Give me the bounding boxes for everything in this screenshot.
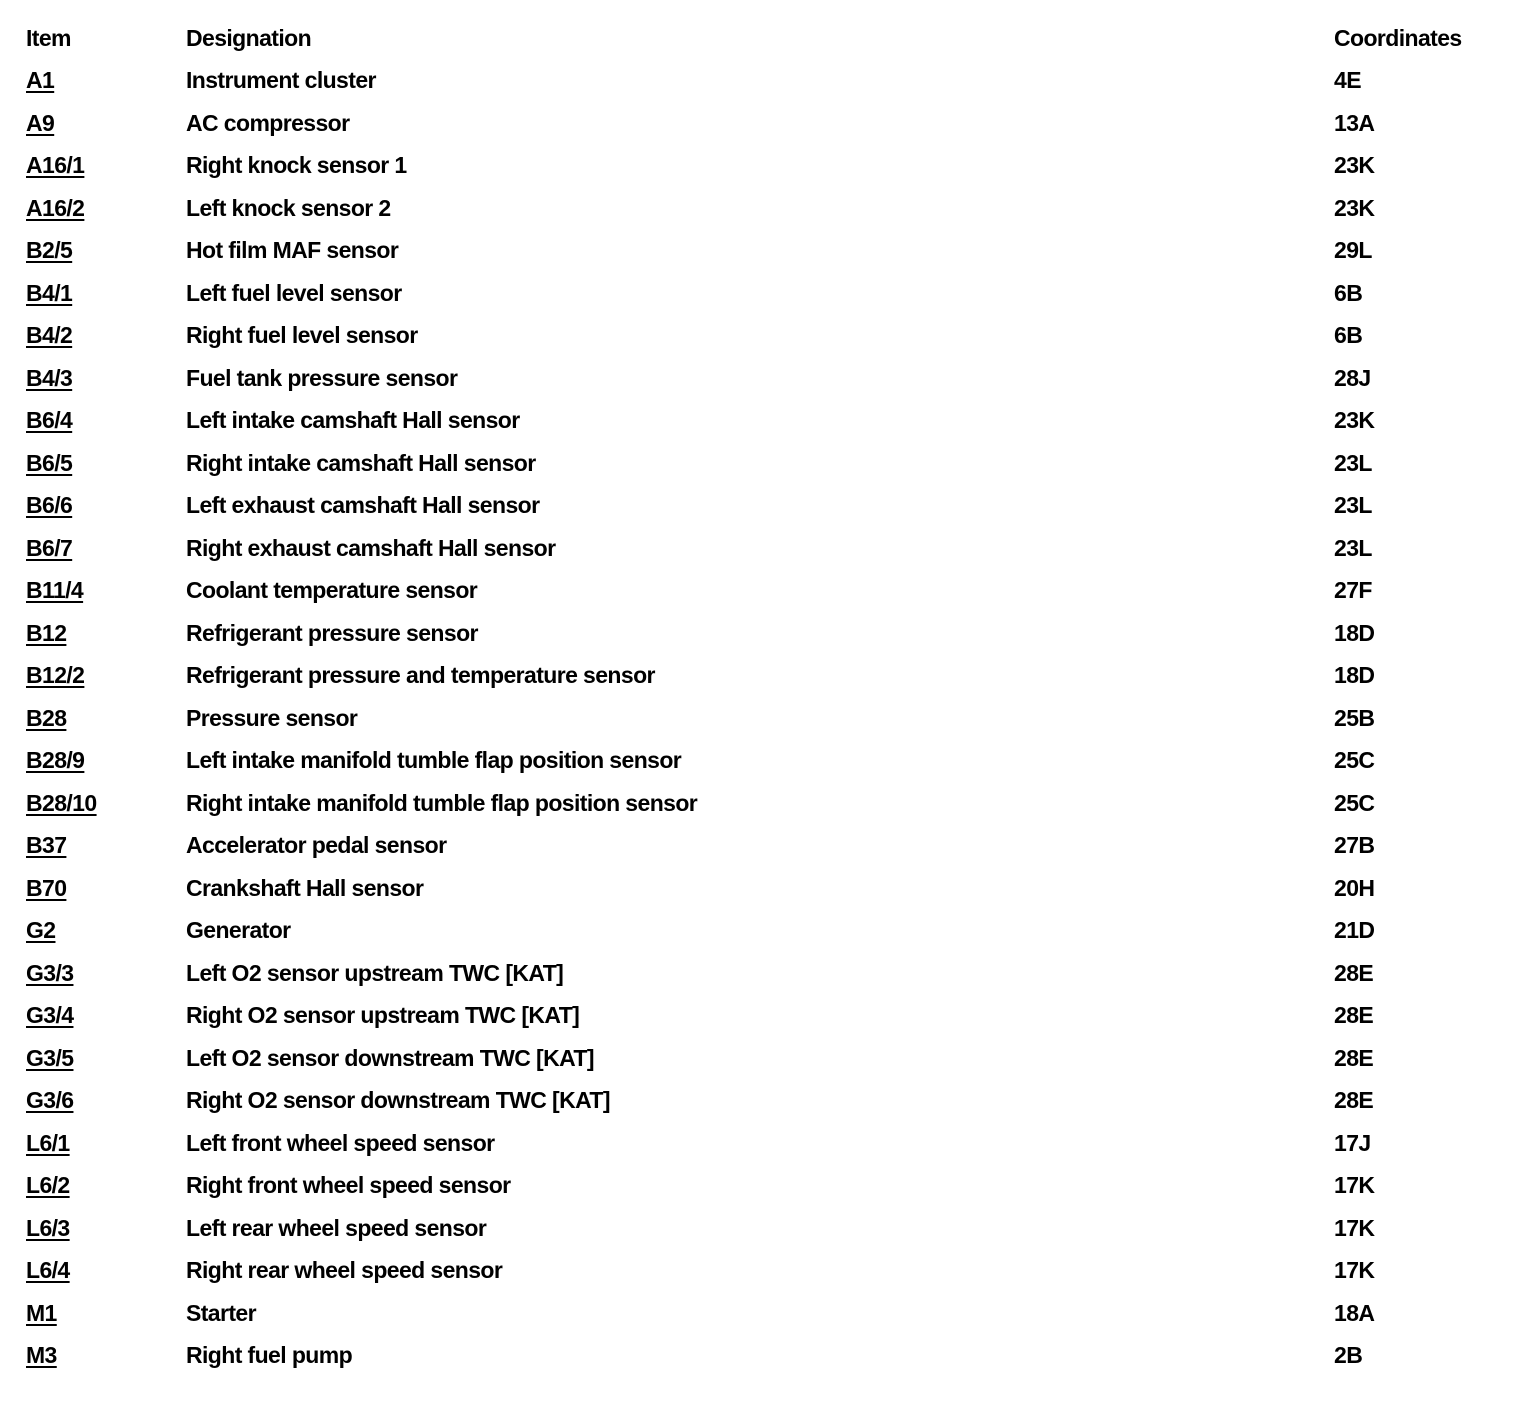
designation-cell: Crankshaft Hall sensor [186,874,424,901]
coordinates-cell: 18D [1334,619,1375,646]
item-link[interactable]: A1 [26,67,55,94]
item-link[interactable]: G2 [26,917,56,944]
table-row [26,1037,1506,1080]
item-link[interactable]: B11/4 [26,577,84,604]
item-link[interactable]: L6/3 [26,1214,70,1241]
item-cell [26,1165,186,1208]
table-row [26,1165,1506,1208]
item-cell [26,612,186,655]
item-link[interactable]: B12 [26,619,67,646]
header-row [26,17,1506,60]
table-row [26,400,1506,443]
coordinates-cell: 17K [1334,1214,1375,1241]
designation-cell: Accelerator pedal sensor [186,832,447,859]
legend-body [26,60,1506,1378]
item-link[interactable]: G3/3 [26,959,74,986]
designation-cell: Generator [186,917,291,944]
designation-cell: Left rear wheel speed sensor [186,1214,487,1241]
table-row [26,570,1506,613]
table-row [26,655,1506,698]
coordinates-cell: 28J [1334,364,1371,391]
item-cell [26,1122,186,1165]
item-link[interactable]: G3/6 [26,1087,74,1114]
item-cell [26,1292,186,1335]
item-link[interactable]: B6/7 [26,534,73,561]
designation-cell: Instrument cluster [186,67,376,94]
coordinates-cell: 29L [1334,237,1372,264]
item-cell [26,867,186,910]
item-cell [26,1250,186,1293]
designation-cell: Refrigerant pressure sensor [186,619,478,646]
item-cell [26,145,186,188]
table-row [26,1207,1506,1250]
item-cell [26,910,186,953]
coordinates-cell: 25C [1334,789,1375,816]
header-coordinates: Coordinates [1334,24,1462,51]
item-link[interactable]: B4/2 [26,322,73,349]
coordinates-cell: 17J [1334,1129,1371,1156]
coordinates-cell: 4E [1334,67,1361,94]
table-row [26,1292,1506,1335]
table-row [26,187,1506,230]
item-link[interactable]: B6/5 [26,449,73,476]
coordinates-cell: 28E [1334,959,1374,986]
item-link[interactable]: B4/1 [26,279,73,306]
coordinates-cell: 23L [1334,492,1372,519]
table-row [26,952,1506,995]
item-link[interactable]: G3/4 [26,1002,74,1029]
designation-cell: Right fuel level sensor [186,322,418,349]
table-row [26,315,1506,358]
designation-cell: Refrigerant pressure and temperature sensor [186,662,655,689]
coordinates-cell: 23L [1334,534,1372,561]
table-row [26,442,1506,485]
coordinates-cell: 25B [1334,704,1375,731]
designation-cell: Coolant temperature sensor [186,577,478,604]
coordinates-cell: 2B [1334,1342,1363,1369]
header-designation: Designation [186,24,312,51]
item-link[interactable]: L6/2 [26,1172,70,1199]
item-cell [26,952,186,995]
coordinates-cell: 27B [1334,832,1375,859]
item-cell [26,1037,186,1080]
table-row [26,1122,1506,1165]
designation-cell: Left exhaust camshaft Hall sensor [186,492,540,519]
item-cell [26,102,186,145]
table-row [26,1335,1506,1378]
coordinates-cell: 23K [1334,152,1375,179]
table-row [26,485,1506,528]
item-link[interactable]: B28/9 [26,747,85,774]
item-cell [26,697,186,740]
item-cell [26,740,186,783]
designation-cell: Left O2 sensor upstream TWC [KAT] [186,959,564,986]
table-row [26,612,1506,655]
item-cell [26,782,186,825]
item-cell [26,527,186,570]
item-link[interactable]: B12/2 [26,662,85,689]
designation-cell: Left fuel level sensor [186,279,402,306]
table-row [26,1250,1506,1293]
table-row [26,1080,1506,1123]
item-link[interactable]: A16/1 [26,152,85,179]
designation-cell: Right intake camshaft Hall sensor [186,449,536,476]
coordinates-cell: 13A [1334,109,1375,136]
designation-cell: Left knock sensor 2 [186,194,391,221]
table-row [26,102,1506,145]
designation-cell: Right front wheel speed sensor [186,1172,511,1199]
coordinates-cell: 21D [1334,917,1375,944]
designation-cell: Fuel tank pressure sensor [186,364,458,391]
designation-cell: Right rear wheel speed sensor [186,1257,503,1284]
designation-cell: AC compressor [186,109,350,136]
item-cell [26,442,186,485]
item-link[interactable]: M1 [26,1299,57,1326]
item-cell [26,187,186,230]
item-cell [26,1080,186,1123]
coordinates-cell: 28E [1334,1002,1374,1029]
item-cell [26,272,186,315]
designation-cell: Right O2 sensor upstream TWC [KAT] [186,1002,580,1029]
designation-cell: Right knock sensor 1 [186,152,407,179]
table-row [26,867,1506,910]
table-row [26,272,1506,315]
table-row [26,145,1506,188]
item-link[interactable]: B2/5 [26,237,73,264]
item-cell [26,825,186,868]
coordinates-cell: 28E [1334,1087,1374,1114]
coordinates-cell: 6B [1334,279,1363,306]
item-cell [26,1207,186,1250]
table-row [26,697,1506,740]
component-legend-table [26,17,1506,1377]
item-link[interactable]: B28 [26,704,67,731]
designation-cell: Pressure sensor [186,704,358,731]
item-link[interactable]: A16/2 [26,194,85,221]
designation-cell: Right intake manifold tumble flap position sensor [186,789,698,816]
table-row [26,60,1506,103]
item-link[interactable]: B37 [26,832,67,859]
table-row [26,740,1506,783]
coordinates-cell: 23K [1334,407,1375,434]
item-cell [26,995,186,1038]
item-link[interactable]: B6/4 [26,407,73,434]
coordinates-cell: 18A [1334,1299,1375,1326]
designation-cell: Left O2 sensor downstream TWC [KAT] [186,1044,594,1071]
item-cell [26,357,186,400]
item-link[interactable]: B70 [26,874,67,901]
designation-cell: Left front wheel speed sensor [186,1129,495,1156]
table-row [26,782,1506,825]
item-cell [26,400,186,443]
item-cell [26,60,186,103]
coordinates-cell: 27F [1334,577,1372,604]
coordinates-cell: 23K [1334,194,1375,221]
table-row [26,230,1506,273]
item-cell [26,230,186,273]
designation-cell: Right O2 sensor downstream TWC [KAT] [186,1087,610,1114]
designation-cell: Hot film MAF sensor [186,237,399,264]
table-row [26,995,1506,1038]
item-cell [26,655,186,698]
coordinates-cell: 17K [1334,1257,1375,1284]
table-row [26,910,1506,953]
item-cell [26,315,186,358]
table-row [26,527,1506,570]
designation-cell: Starter [186,1299,256,1326]
designation-cell: Right exhaust camshaft Hall sensor [186,534,556,561]
designation-cell: Right fuel pump [186,1342,353,1369]
item-cell [26,485,186,528]
coordinates-cell: 28E [1334,1044,1374,1071]
table-row [26,825,1506,868]
designation-cell: Left intake camshaft Hall sensor [186,407,520,434]
coordinates-cell: 6B [1334,322,1363,349]
table-row [26,357,1506,400]
item-link[interactable]: L6/4 [26,1257,70,1284]
item-cell [26,1335,186,1378]
item-link[interactable]: B4/3 [26,364,73,391]
item-link[interactable]: B6/6 [26,492,73,519]
coordinates-cell: 20H [1334,874,1375,901]
coordinates-cell: 25C [1334,747,1375,774]
item-link[interactable]: B28/10 [26,789,97,816]
coordinates-cell: 18D [1334,662,1375,689]
item-cell [26,570,186,613]
designation-cell: Left intake manifold tumble flap position sensor [186,747,682,774]
item-link[interactable]: L6/1 [26,1129,70,1156]
coordinates-cell: 23L [1334,449,1372,476]
coordinates-cell: 17K [1334,1172,1375,1199]
item-link[interactable]: M3 [26,1342,57,1369]
item-link[interactable]: G3/5 [26,1044,74,1071]
item-link[interactable]: A9 [26,109,55,136]
header-item: Item [26,24,71,51]
